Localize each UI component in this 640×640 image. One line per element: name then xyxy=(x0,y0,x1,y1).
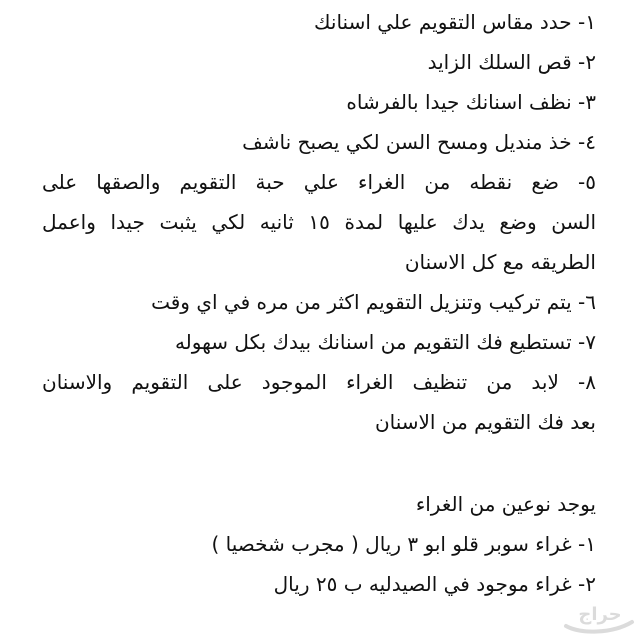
paragraph-gap xyxy=(42,442,596,484)
instruction-line-5: ٥- ضع نقطه من الغراء علي حبة التقويم والصقها على xyxy=(42,170,596,194)
instruction-line-1: ١- حدد مقاس التقويم علي اسنانك xyxy=(314,10,596,34)
instruction-line-8: ٨- لابد من تنظيف الغراء الموجود على التقويم والاسنان xyxy=(42,370,596,394)
instruction-line-7: ٧- تستطيع فك التقويم من اسنانك بيدك بكل سهوله xyxy=(174,330,596,354)
instruction-line-8-end: بعد فك التقويم من الاسنان xyxy=(374,410,596,434)
instruction-line-5-end: الطريقه مع كل الاسنان xyxy=(404,250,596,274)
glue-heading: يوجد نوعين من الغراء xyxy=(415,492,596,516)
instruction-line-2: ٢- قص السلك الزايد xyxy=(427,50,596,74)
instruction-line-3: ٣- نظف اسنانك جيدا بالفرشاه xyxy=(346,90,596,114)
instruction-line-5-continued: السن وضع يدك عليها لمدة ١٥ ثانيه لكي يثبت جيدا واعمل xyxy=(42,210,596,234)
glue-item-2: ٢- غراء موجود في الصيدليه ب ٢٥ ريال xyxy=(273,572,596,596)
instruction-line-6: ٦- يتم تركيب وتنزيل التقويم اكثر من مره في اي وقت xyxy=(151,290,596,314)
instruction-line-4: ٤- خذ منديل ومسح السن لكي يصبح ناشف xyxy=(242,130,596,154)
glue-item-1: ١- غراء سوبر قلو ابو ٣ ريال ( مجرب شخصيا ) xyxy=(211,532,596,556)
document-body xyxy=(42,2,596,604)
haraj-watermark xyxy=(560,596,638,638)
watermark-text: حراج xyxy=(578,604,622,625)
